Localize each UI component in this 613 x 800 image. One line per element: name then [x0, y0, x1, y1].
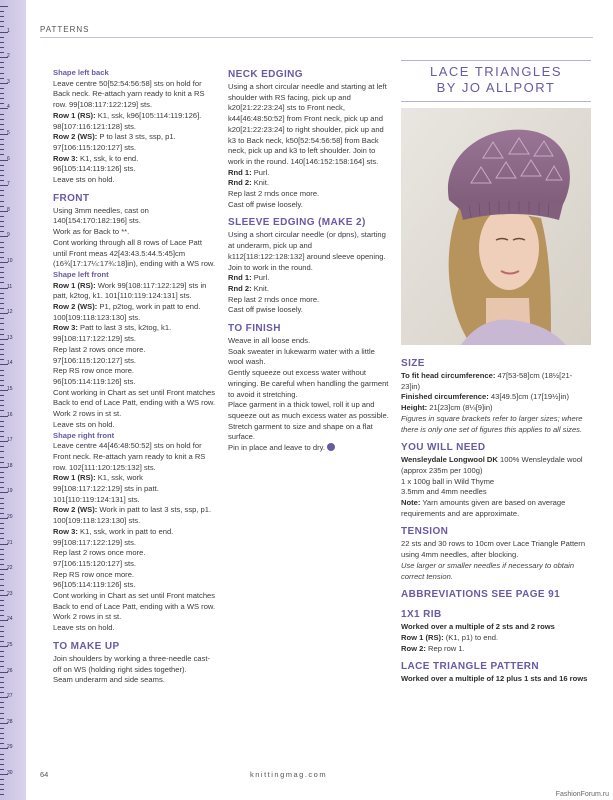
- section-label: PATTERNS: [40, 25, 90, 34]
- ruler-tick: [0, 600, 4, 601]
- ruler-tick: [0, 282, 4, 283]
- text-line: Rep RS row once more.: [53, 569, 135, 579]
- ruler-tick: [0, 277, 4, 278]
- ruler-tick: [0, 231, 4, 232]
- text-line: Rep last 2 rnds once more.: [228, 294, 320, 304]
- ruler-tick: [0, 738, 4, 739]
- heading-abbreviations: ABBREVIATIONS SEE PAGE 91: [401, 589, 561, 601]
- ruler-tick: [0, 206, 4, 207]
- ruler-tick: [0, 713, 4, 714]
- ruler-tick: [0, 11, 4, 12]
- row-label: Row 2 (WS):: [53, 302, 98, 312]
- italic-note: Use larger or smaller needles if necessary to obtain correct tension.: [401, 560, 575, 581]
- ruler-tick: [0, 354, 4, 355]
- ruler-tick: [0, 702, 4, 703]
- text-line: Leave centre 50[52:54:56:58] sts on hold for Back neck. Re-attach yarn ready to knit a RS row. 99[108:117:122:129] sts.: [53, 78, 205, 110]
- ruler-tick: [0, 242, 4, 243]
- ruler-tick: [0, 743, 4, 744]
- ruler-tick: [0, 344, 4, 345]
- row-label: Rnd 1:: [228, 167, 252, 177]
- ruler-tick: [0, 533, 4, 534]
- heading-sleeve-edging: SLEEVE EDGING (MAKE 2): [228, 217, 366, 229]
- ruler-tick: [0, 677, 4, 678]
- text-line: [53, 302, 218, 323]
- ruler-tick: [0, 170, 4, 171]
- ruler-tick: [0, 144, 4, 145]
- ruler-tick: [0, 779, 4, 780]
- column-right: [401, 357, 591, 685]
- text-line: [401, 561, 591, 582]
- row-label: Row 2:: [401, 643, 426, 653]
- ruler-number: 3: [7, 78, 10, 85]
- ruler-tick: [0, 538, 4, 539]
- ruler-tick: [0, 308, 4, 309]
- text-line: Work 2 rows in st st.: [53, 409, 122, 419]
- text-line: [228, 443, 390, 454]
- ruler-tick: [0, 446, 4, 447]
- ruler-tick: [0, 267, 4, 268]
- ruler-tick: [0, 759, 4, 760]
- ruler-tick: [0, 436, 4, 437]
- ruler-tick: [0, 303, 4, 304]
- heading-neck-edging: NECK EDGING: [228, 69, 303, 80]
- ruler-tick: [0, 585, 4, 586]
- ruler-tick: [0, 794, 4, 795]
- ruler-number: 10: [7, 258, 13, 264]
- ruler-tick: [0, 370, 4, 371]
- ruler-number: 19: [7, 488, 13, 495]
- ruler-tick: [0, 615, 4, 616]
- text-line: [228, 178, 390, 189]
- row-text: K1, ssk, k to end.: [77, 153, 139, 163]
- ruler-tick: [0, 149, 4, 150]
- text-line: 101[110:119:124:131] sts.: [53, 494, 140, 504]
- text-line: Seam underarm and side seams.: [53, 675, 165, 685]
- heading-front: FRONT: [53, 192, 90, 204]
- text-line: Work as for Back to **.: [53, 227, 130, 237]
- author-line: BY JO ALLPORT: [436, 80, 556, 95]
- ruler-tick: [0, 329, 4, 330]
- ruler-tick: [0, 610, 4, 611]
- ruler-tick: [0, 498, 4, 499]
- ruler-tick: [0, 42, 4, 43]
- ruler-tick: [0, 98, 4, 99]
- subheading-shape-left-front: Shape left front: [53, 269, 109, 279]
- ruler-number: 1: [7, 27, 10, 34]
- text-line: [401, 455, 591, 476]
- heading-1x1-rib: 1X1 RIB: [401, 609, 442, 621]
- text-line: Using a short circular needle (or dpns), starting at underarm, pick up and k112[118:122:128:132] around sleeve opening. Join to work in the round.: [228, 230, 386, 272]
- ruler-tick: [0, 559, 4, 560]
- heading-you-will-need: YOU WILL NEED: [401, 442, 486, 454]
- ruler-tick: [0, 323, 4, 324]
- ruler-tick: [0, 114, 4, 115]
- watermark: FashionForum.ru: [555, 791, 609, 798]
- text-line: 99[108:117:122:129] sts.: [53, 334, 137, 344]
- ruler-tick: [0, 216, 4, 217]
- text-line: [228, 284, 390, 295]
- ruler-tick: [0, 47, 4, 48]
- row-text: 21[23]cm (8¼[9]in): [427, 403, 493, 413]
- column-middle: [228, 68, 390, 454]
- row-text: 100% Wensleydale wool (approx 235m per 100g): [401, 455, 583, 475]
- row-text: 47[53-58]cm (18½[21-23]in): [401, 371, 573, 391]
- text-line: 98[107:116:121:128] sts.: [53, 121, 137, 131]
- ruler-tick: [0, 487, 4, 488]
- ruler-number: 13: [7, 334, 13, 341]
- text-line: 97[106:115:120:127] sts.: [53, 142, 137, 152]
- text-line: 97[106:115:120:127] sts.: [53, 558, 137, 568]
- ruler-tick: [0, 482, 4, 483]
- ruler-number: 24: [7, 616, 13, 623]
- text-line: Work 2 rows in st st.: [53, 612, 122, 622]
- ruler-tick: [0, 180, 4, 181]
- ruler-tick: [0, 789, 4, 790]
- row-label: Finished circumference:: [401, 392, 489, 402]
- ruler-number: 17: [7, 437, 13, 444]
- text-line: Rep RS row once more.: [53, 366, 135, 376]
- text-line: Rep last 2 rnds once more.: [228, 189, 320, 199]
- row-label: Rnd 2:: [228, 283, 252, 293]
- row-text: Yarn amounts given are based on average requirements and are approximate.: [401, 498, 566, 518]
- text-line: 96[105:114:119:126] sts.: [53, 376, 136, 386]
- ruler-number: 21: [7, 539, 13, 546]
- row-label: Row 3:: [53, 153, 78, 163]
- text-line: [401, 498, 591, 519]
- ruler-tick: [0, 733, 4, 734]
- ruler-tick: [0, 165, 4, 166]
- ruler-number: 14: [7, 360, 13, 367]
- ruler-tick: [0, 784, 4, 785]
- ruler-tick: [0, 139, 4, 140]
- ruler-tick: [0, 129, 4, 130]
- row-label: To fit head circumference:: [401, 371, 496, 380]
- row-label: Row 1 (RS):: [53, 473, 96, 483]
- row-label: Row 1 (RS):: [53, 110, 96, 120]
- heading-size: SIZE: [401, 358, 425, 369]
- ruler-tick: [0, 513, 4, 514]
- ruler-tick: [0, 666, 4, 667]
- row-label: Worked over a multiple of 2 sts and 2 rows: [401, 622, 555, 632]
- ruler-tick: [0, 472, 4, 473]
- row-label: Rnd 2:: [228, 178, 252, 188]
- ruler-tick: [0, 359, 4, 360]
- ruler-tick: [0, 73, 4, 74]
- ruler-number: 28: [7, 718, 13, 725]
- ruler-number: 7: [7, 181, 10, 188]
- text-line: 99[108:117:122:129] sts.: [53, 537, 137, 547]
- row-label: Row 1 (RS):: [401, 632, 444, 642]
- ruler-tick: [0, 661, 4, 662]
- heading-lace-triangle-pattern: LACE TRIANGLE PATTERN: [401, 661, 540, 673]
- italic-note: Figures in square brackets refer to larger sizes; where there is only one set of figures this applies to all sizes.: [401, 413, 583, 434]
- ruler-number: 9: [7, 232, 10, 239]
- text-line: [401, 622, 591, 633]
- title-rule-top: [401, 60, 591, 61]
- title-rule-bottom: [401, 101, 591, 102]
- ruler-tick: [0, 26, 4, 27]
- text-line: 1 x 100g ball in Wild Thyme: [401, 476, 495, 486]
- row-label: Rnd 1:: [228, 273, 252, 283]
- ruler-tick: [0, 318, 4, 319]
- text-line: [53, 527, 218, 538]
- ruler-tick: [0, 175, 4, 176]
- ruler-number: 6: [7, 155, 10, 162]
- ruler-tick: [0, 579, 4, 580]
- row-label: Wensleydale Longwool DK: [401, 455, 498, 465]
- ruler-tick: [0, 298, 4, 299]
- end-of-pattern-icon: [327, 443, 335, 451]
- text-line: [53, 505, 218, 526]
- ruler-tick: [0, 528, 4, 529]
- row-text: 43[49.5]cm (17[19½]in): [488, 392, 569, 402]
- text-line: Cast off pwise loosely.: [228, 305, 303, 315]
- row-text: Rep row 1.: [425, 643, 465, 653]
- row-label: Row 2 (WS):: [53, 132, 98, 142]
- text-line: Cont working through all 8 rows of Lace Patt until Front meas 42[43:43.5:44.5:45]cm (16¾[17:17¼:17¾:18]in), ending with a WS row.: [53, 237, 216, 269]
- ruler-tick: [0, 769, 4, 770]
- ruler-tick: [0, 626, 4, 627]
- ruler-tick: [0, 426, 4, 427]
- ruler-number: 26: [7, 667, 13, 674]
- row-label: Height:: [401, 403, 428, 413]
- ruler-tick: [0, 707, 4, 708]
- ruler-number: 29: [7, 744, 13, 751]
- text-line: Place garment in a thick towel, roll it up and squeeze out as much excess water as possible.: [228, 400, 389, 420]
- ruler-number: 5: [7, 130, 10, 136]
- page-number: 64: [40, 770, 49, 779]
- ruler-tick: [0, 410, 4, 411]
- ruler-tick: [0, 641, 4, 642]
- text-line: [401, 674, 591, 685]
- ruler-tick: [0, 764, 4, 765]
- side-ruler: [0, 0, 26, 800]
- ruler-tick: [0, 16, 4, 17]
- row-text: K1, ssk, k96[105:114:119:126].: [95, 110, 202, 120]
- ruler-tick: [0, 692, 4, 693]
- text-line: Rep last 2 rows once more.: [53, 548, 146, 558]
- ruler-number: 4: [7, 104, 10, 111]
- text-line: Leave centre 44[46:48:50:52] sts on hold for Front neck. Re-attach yarn ready to knit a RS row. 102[111:120:125:132] sts.: [53, 441, 206, 472]
- ruler-number: 11: [7, 283, 13, 290]
- ruler-tick: [0, 718, 4, 719]
- row-text: P1, p2tog, work in patt to end. 100[109:118:123:130] sts.: [53, 302, 201, 322]
- ruler-tick: [0, 728, 4, 729]
- text-line: 3.5mm and 4mm needles: [401, 487, 487, 497]
- text-line: Stretch garment to size and shape on a flat surface.: [228, 421, 373, 442]
- row-text: Patt to last 3 sts, k2tog, k1.: [77, 323, 172, 333]
- text-line: [228, 273, 390, 284]
- ruler-tick: [0, 349, 4, 350]
- title-line: LACE TRIANGLES: [429, 64, 563, 79]
- row-text: Knit.: [251, 178, 269, 188]
- text-line: 96[105:114:119:126] sts.: [53, 580, 136, 590]
- text-line: Cont working in Chart as set until Front matches Back to end of Lace Patt, ending with a WS row.: [53, 387, 216, 408]
- ruler-tick: [0, 334, 4, 335]
- ruler-tick: [0, 631, 4, 632]
- row-text: P to last 3 sts, ssp, p1.: [97, 132, 176, 142]
- ruler-tick: [0, 380, 4, 381]
- ruler-tick: [0, 293, 4, 294]
- ruler-number: 8: [7, 206, 10, 213]
- row-text: K1, ssk, work: [95, 473, 143, 483]
- heading-tension: TENSION: [401, 526, 449, 538]
- heading-to-finish: TO FINISH: [228, 323, 281, 335]
- text-line: [401, 633, 591, 644]
- ruler-number: 27: [7, 693, 13, 700]
- text-line: 97[106:115:120:127] sts.: [53, 355, 137, 365]
- ruler-tick: [0, 574, 4, 575]
- row-text: Work in patt to last 3 sts, ssp, p1. 100[109:118:123:130] sts.: [53, 505, 212, 526]
- ruler-tick: [0, 462, 4, 463]
- ruler-tick: [0, 682, 4, 683]
- subheading-shape-right-front: Shape right front: [53, 430, 115, 440]
- ruler-tick: [0, 124, 4, 125]
- heading-to-make-up: TO MAKE UP: [53, 640, 120, 652]
- ruler-tick: [0, 523, 4, 524]
- ruler-tick: [0, 508, 4, 509]
- ruler-tick: [0, 421, 4, 422]
- ruler-tick: [0, 405, 4, 406]
- subheading-shape-left-back: Shape left back: [53, 68, 109, 77]
- row-text: Work 99[108:117:122:129] sts in patt, k2tog, k1. 101[110:119:124:131] sts.: [53, 280, 207, 301]
- text-line: 99[108:117:122:129] sts in patt.: [53, 484, 159, 494]
- text-line: Rep last 2 rows once more.: [53, 344, 146, 354]
- ruler-tick: [0, 554, 4, 555]
- ruler-tick: [0, 103, 4, 104]
- text-line: Join shoulders by working a three-needle cast-off on WS (holding right sides together).: [53, 653, 211, 674]
- text-line: 96[105:114:119:126] sts.: [53, 164, 136, 174]
- ruler-number: 15: [7, 386, 13, 392]
- ruler-tick: [0, 201, 4, 202]
- ruler-tick: [0, 605, 4, 606]
- ruler-tick: [0, 93, 4, 94]
- row-text: K1, ssk, work in patt to end.: [77, 526, 174, 536]
- text-line: [53, 132, 218, 143]
- text-line: Leave sts on hold.: [53, 623, 115, 633]
- column-left: [53, 68, 218, 686]
- ruler-tick: [0, 67, 4, 68]
- text-line: Using a short circular needle and starting at left shoulder with RS facing, pick up and k20[21:22:23:24] sts to Front neck, k44[46:48:50:52] from Front neck, pick up and k20[21:22:23:24] to right shoulder, pick up and k3 to Back neck, k50[52:54:56:58] from Back neck, pick up and k3 to left shoulder. Join to work in the round. 140[146:152:158:164] sts.: [228, 82, 387, 166]
- ruler-tick: [0, 78, 4, 79]
- text-line: [401, 644, 591, 655]
- text-line: [53, 154, 218, 165]
- text-line: [228, 168, 390, 179]
- ruler-tick: [0, 221, 4, 222]
- ruler-tick: [0, 395, 4, 396]
- ruler-tick: [0, 549, 4, 550]
- ruler-tick: [0, 6, 8, 7]
- ruler-tick: [0, 247, 4, 248]
- ruler-tick: [0, 272, 4, 273]
- row-text: Pin in place and leave to dry.: [228, 443, 325, 453]
- ruler-tick: [0, 154, 4, 155]
- ruler-tick: [0, 52, 4, 53]
- ruler-tick: [0, 257, 4, 258]
- ruler-tick: [0, 375, 4, 376]
- text-line: [401, 414, 591, 435]
- ruler-tick: [0, 385, 4, 386]
- pattern-title: [401, 64, 591, 96]
- row-label: Worked over a multiple of 12 plus 1 sts and 16 rows: [401, 674, 588, 684]
- row-label: Row 3:: [53, 323, 78, 333]
- text-line: [401, 403, 591, 414]
- ruler-tick: [0, 636, 4, 637]
- ruler-number: 12: [7, 309, 13, 316]
- ruler-tick: [0, 651, 4, 652]
- text-line: Leave sts on hold.: [53, 419, 115, 429]
- text-line: Weave in all loose ends.: [228, 336, 311, 346]
- ruler-tick: [0, 62, 4, 63]
- ruler-number: 22: [7, 565, 13, 572]
- row-text: Purl.: [251, 273, 270, 283]
- ruler-tick: [0, 656, 4, 657]
- ruler-tick: [0, 457, 4, 458]
- ruler-tick: [0, 400, 4, 401]
- model-wearing-hat-illustration: [401, 108, 591, 345]
- row-text: Knit.: [251, 283, 269, 293]
- text-line: [53, 281, 218, 302]
- text-line: Leave sts on hold.: [53, 175, 115, 185]
- ruler-number: 2: [7, 53, 10, 60]
- ruler-tick: [0, 431, 4, 432]
- ruler-tick: [0, 590, 4, 591]
- row-label: Row 2 (WS):: [53, 505, 98, 515]
- hat-photo: [401, 108, 591, 345]
- ruler-tick: [0, 451, 4, 452]
- text-line: Cont working in Chart as set until Front matches Back to end of Lace Patt, ending with a WS row.: [53, 591, 216, 611]
- site-url: knittingmag.com: [250, 770, 328, 779]
- text-line: Gently squeeze out excess water without wringing. Be careful when handling the garment to avoid it stretching.: [228, 368, 389, 399]
- row-text: (K1, p1) to end.: [443, 632, 499, 642]
- ruler-tick: [0, 21, 4, 22]
- row-label: Row 1 (RS):: [53, 280, 96, 290]
- ruler-tick: [0, 564, 4, 565]
- ruler-tick: [0, 503, 4, 504]
- text-line: [53, 111, 218, 122]
- ruler-tick: [0, 195, 4, 196]
- ruler-tick: [0, 88, 4, 89]
- text-line: Using 3mm needles, cast on 140[154:170:182:196] sts.: [53, 205, 149, 226]
- text-line: [401, 392, 591, 403]
- ruler-number: 25: [7, 642, 13, 648]
- text-line: [53, 473, 218, 484]
- ruler-number: 20: [7, 514, 13, 520]
- ruler-tick: [0, 477, 4, 478]
- row-text: Purl.: [251, 167, 270, 177]
- text-line: [401, 371, 591, 392]
- text-line: Soak sweater in lukewarm water with a little wool wash.: [228, 346, 375, 367]
- ruler-tick: [0, 119, 4, 120]
- text-line: Cast off pwise loosely.: [228, 199, 303, 209]
- ruler-number: 16: [7, 411, 13, 418]
- ruler-number: 30: [7, 770, 13, 776]
- header-divider: [40, 37, 593, 38]
- ruler-number: 23: [7, 590, 13, 597]
- row-label: Row 3:: [53, 526, 78, 536]
- row-label: Note:: [401, 498, 421, 508]
- ruler-number: 18: [7, 462, 13, 469]
- ruler-tick: [0, 252, 4, 253]
- text-line: 22 sts and 30 rows to 10cm over Lace Triangle Pattern using 4mm needles, after blocking.: [401, 539, 586, 560]
- text-line: [53, 323, 218, 334]
- ruler-tick: [0, 754, 4, 755]
- ruler-tick: [0, 226, 4, 227]
- ruler-tick: [0, 37, 4, 38]
- ruler-tick: [0, 687, 4, 688]
- ruler-tick: [0, 190, 4, 191]
